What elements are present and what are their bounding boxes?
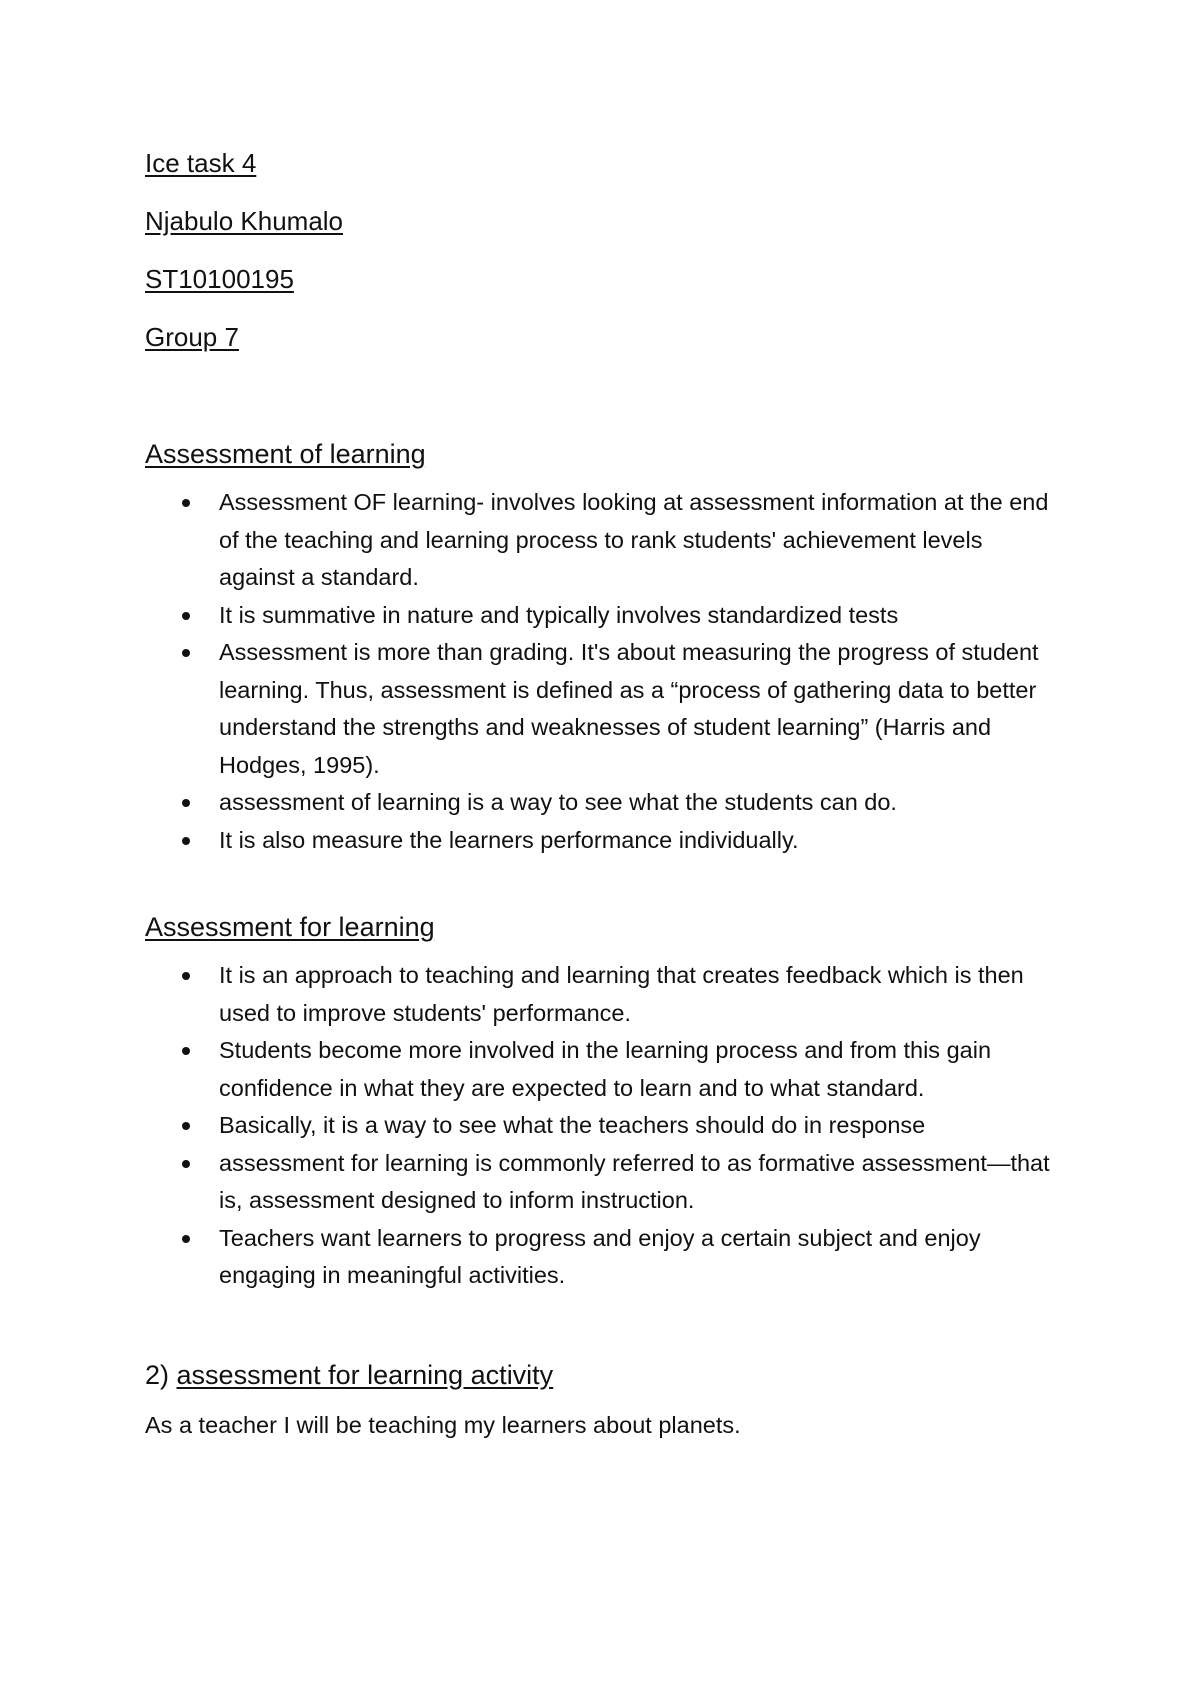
list-item: Teachers want learners to progress and enjoy a certain subject and enjoy engaging in meaningful activities. <box>145 1220 1060 1295</box>
bullet-icon <box>182 499 190 507</box>
bullet-icon <box>182 837 190 845</box>
bullet-icon <box>182 1160 190 1168</box>
author-name: Njabulo Khumalo <box>145 206 344 236</box>
assessment-for-learning-list <box>145 957 1060 1295</box>
doc-title: Ice task 4 <box>145 148 257 178</box>
list-item: It is summative in nature and typically involves standardized tests <box>145 597 1060 635</box>
list-item: assessment of learning is a way to see what the students can do. <box>145 784 1060 822</box>
list-item: It is also measure the learners performance individually. <box>145 822 1060 860</box>
list-item: Assessment is more than grading. It's about measuring the progress of student learning. Thus, assessment is defined as a “process of gathering data to better understand the strengths and weaknesses of student learning” (Harris and Hodges, 1995). <box>145 634 1060 784</box>
section-heading-assessment-for-learning: Assessment for learning <box>145 912 435 942</box>
section-heading-assessment-of-learning: Assessment of learning <box>145 439 426 469</box>
list-item: Basically, it is a way to see what the teachers should do in response <box>145 1107 1060 1145</box>
list-item: Assessment OF learning- involves looking at assessment information at the end of the teaching and learning process to rank students' achievement levels against a standard. <box>145 484 1060 597</box>
bullet-icon <box>182 799 190 807</box>
student-number: ST10100195 <box>145 264 294 294</box>
group-label: Group 7 <box>145 322 239 352</box>
list-item: It is an approach to teaching and learning that creates feedback which is then used to improve students' performance. <box>145 957 1060 1032</box>
activity-paragraph: As a teacher I will be teaching my learners about planets. <box>145 1411 741 1438</box>
bullet-icon <box>182 612 190 620</box>
section-number: 2) <box>145 1359 170 1390</box>
bullet-icon <box>182 1235 190 1243</box>
section-heading-activity-text: assessment for learning activity <box>176 1359 554 1390</box>
list-item: Students become more involved in the learning process and from this gain confidence in what they are expected to learn and to what standard. <box>145 1032 1060 1107</box>
bullet-icon <box>182 1122 190 1130</box>
section-heading-activity <box>145 1357 1060 1393</box>
bullet-icon <box>182 1047 190 1055</box>
bullet-icon <box>182 649 190 657</box>
assessment-of-learning-list <box>145 484 1060 859</box>
list-item: assessment for learning is commonly referred to as formative assessment—that is, assessment designed to inform instruction. <box>145 1145 1060 1220</box>
bullet-icon <box>182 972 190 980</box>
